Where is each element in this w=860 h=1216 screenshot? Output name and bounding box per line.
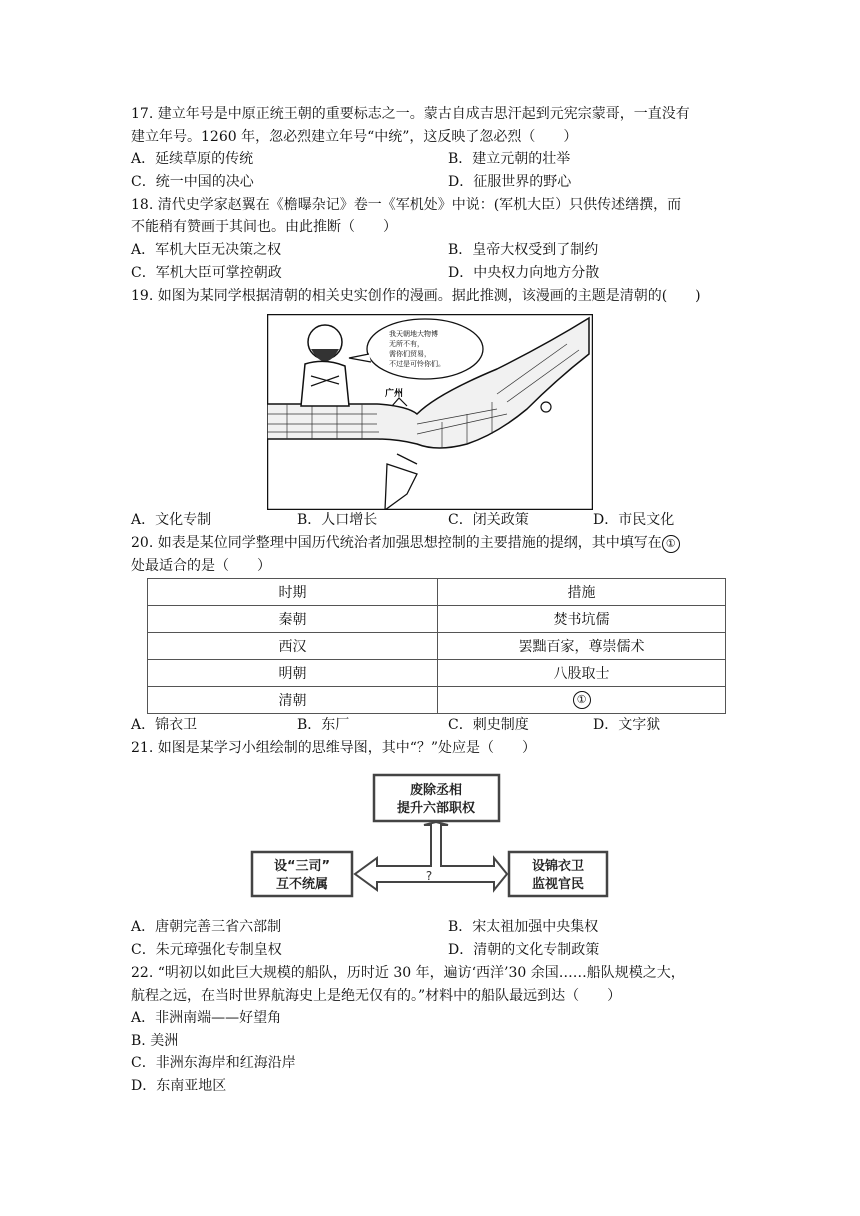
bubble-line-2: 无所不有， — [389, 340, 424, 348]
table-cell-period: 明朝 — [148, 660, 438, 687]
top-box-line1: 废除丞相 — [409, 783, 463, 798]
wall-label-guangzhou: 广州 — [385, 389, 404, 399]
q20-stem-line2: 处最适合的是（ ） — [131, 558, 271, 574]
q20-stem-line1 — [131, 532, 680, 554]
q21-option-c[interactable]: C．朱元璋强化专制皇权 — [131, 942, 282, 958]
q18-stem-line2: 不能稍有赞画于其间也。由此推断（ ） — [131, 219, 397, 235]
bubble-line-4: 不过是可怜你们。 — [389, 360, 445, 368]
right-box-line2: 监视官民 — [531, 877, 585, 892]
q22-option-b[interactable]: B. 美洲 — [131, 1033, 179, 1049]
left-box-line1: 设“三司” — [273, 859, 331, 874]
q21-option-b[interactable]: B．宋太祖加强中央集权 — [448, 919, 599, 935]
q18-option-d[interactable]: D．中央权力向地方分散 — [448, 265, 600, 281]
table-cell-measure: 焚书坑儒 — [438, 606, 726, 633]
q17-option-b[interactable]: B．建立元朝的壮举 — [448, 151, 571, 167]
table-cell-measure: 罢黜百家，尊崇儒术 — [438, 633, 726, 660]
q22-option-a[interactable]: A．非洲南端——好望角 — [131, 1010, 282, 1026]
q20-option-d[interactable]: D．文字狱 — [593, 717, 661, 733]
question-mark: ? — [425, 869, 433, 883]
q18-stem-line1: 18. 清代史学家赵翼在《檐曝杂记》卷一《军机处》中说：(军机大臣）只供传述缮撰，而 — [131, 197, 682, 213]
table-header-period: 时期 — [148, 579, 438, 606]
q18-option-a[interactable]: A．军机大臣无决策之权 — [131, 242, 282, 258]
q17-stem-line2: 建立年号。1260 年，忽必烈建立年号“中统”，这反映了忽必烈（ ） — [131, 129, 578, 145]
blank-marker: ① — [573, 691, 591, 709]
table-cell-measure: 八股取士 — [438, 660, 726, 687]
right-box-line1: 设锦衣卫 — [531, 859, 585, 874]
q20-option-a[interactable]: A．锦衣卫 — [131, 717, 198, 733]
table-header-measure: 措施 — [438, 579, 726, 606]
table-row — [148, 660, 726, 687]
q22-stem-line2: 航程之远，在当时世界航海史上是绝无仅有的。”材料中的船队最远到达（ ） — [131, 988, 622, 1004]
q22-stem-line1: 22. “明初以如此巨大规模的船队，历时近 30 年，遍访‘西洋’30 余国……船队规模之大， — [131, 965, 685, 981]
q18-option-c[interactable]: C．军机大臣可掌控朝政 — [131, 265, 282, 281]
table-cell-measure — [438, 687, 726, 714]
q18-option-b[interactable]: B．皇帝大权受到了制约 — [448, 242, 599, 258]
table-cell-period: 清朝 — [148, 687, 438, 714]
bubble-line-3: 需你们贸易， — [389, 350, 431, 358]
q21-stem: 21. 如图是某学习小组绘制的思维导图，其中“？”处应是（ ） — [131, 740, 537, 756]
q19-option-d[interactable]: D．市民文化 — [593, 512, 675, 528]
q17-option-c[interactable]: C．统一中国的决心 — [131, 174, 254, 190]
q19-cartoon — [267, 314, 593, 510]
q20-table — [147, 578, 726, 714]
q17-option-a[interactable]: A．延续草原的传统 — [131, 151, 254, 167]
bubble-line-1: 我天朝地大物博 — [389, 330, 438, 338]
q22-option-d[interactable]: D．东南亚地区 — [131, 1078, 227, 1094]
table-row — [148, 633, 726, 660]
q20-option-c[interactable]: C．刺史制度 — [448, 717, 529, 733]
table-cell-period: 西汉 — [148, 633, 438, 660]
q20-option-b[interactable]: B．东厂 — [297, 717, 350, 733]
left-box-line2: 互不统属 — [275, 877, 329, 892]
table-row — [148, 687, 726, 714]
q17-option-d[interactable]: D．征服世界的野心 — [448, 174, 572, 190]
q19-option-a[interactable]: A．文化专制 — [131, 512, 212, 528]
q20-stem-text: 20. 如表是某位同学整理中国历代统治者加强思想控制的主要措施的提纲，其中填写在 — [131, 535, 662, 551]
q21-option-a[interactable]: A．唐朝完善三省六部制 — [131, 919, 282, 935]
q21-mind-map — [249, 770, 609, 900]
q21-option-d[interactable]: D．清朝的文化专制政策 — [448, 942, 600, 958]
official-figure — [301, 325, 349, 406]
q19-option-c[interactable]: C．闭关政策 — [448, 512, 529, 528]
table-cell-period: 秦朝 — [148, 606, 438, 633]
table-row — [148, 606, 726, 633]
q20-stem-marker: ① — [662, 535, 680, 553]
q19-stem: 19. 如图为某同学根据清朝的相关史实创作的漫画。据此推测，该漫画的主题是清朝的( ) — [131, 288, 701, 304]
table-header-row — [148, 579, 726, 606]
top-box-line2: 提升六部职权 — [396, 801, 476, 816]
q22-option-c[interactable]: C．非洲东海岸和红海沿岸 — [131, 1055, 296, 1071]
q17-stem-line1: 17. 建立年号是中原正统王朝的重要标志之一。蒙古自成吉思汗起到元宪宗蒙哥，一直没有 — [131, 106, 690, 122]
q19-option-b[interactable]: B．人口增长 — [297, 512, 378, 528]
